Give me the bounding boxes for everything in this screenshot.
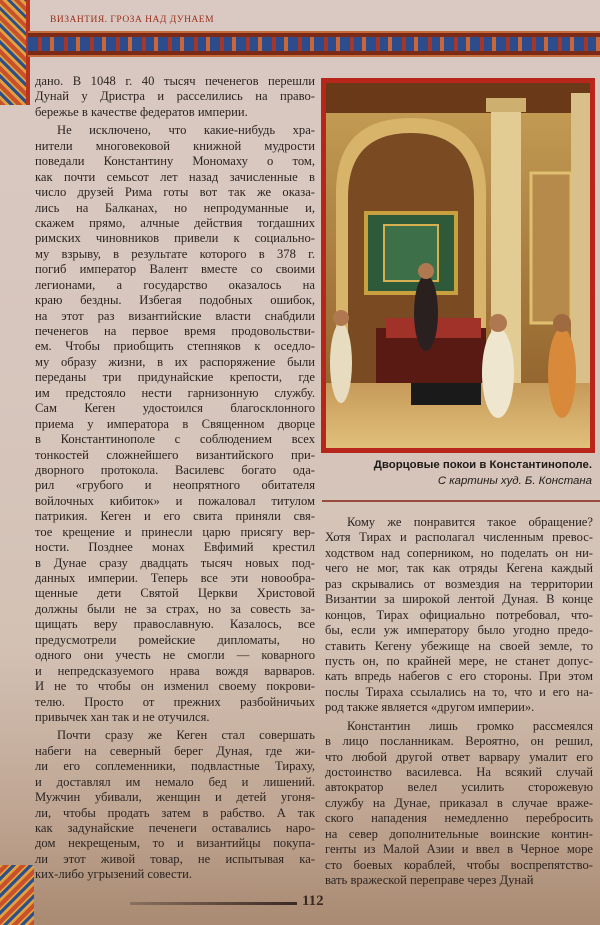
text-line: скажем прямо, алчные действия тогдашних <box>35 215 315 230</box>
paragraph <box>325 719 593 889</box>
text-line: телю. Просто от прежних разбойничьих <box>35 694 315 709</box>
text-line: концов, Тирах официально потребовал, что- <box>325 607 593 622</box>
ornamental-header-band <box>28 31 600 57</box>
text-line: должны были не за страх, но за совесть за- <box>35 601 315 616</box>
left-text-column <box>35 74 315 886</box>
text-line: сто боевых кораблей, чтобы воспрепятство- <box>325 857 593 872</box>
text-line: службу на Дунае, приказал в случае враже- <box>325 795 593 810</box>
text-line: ли его соплеменники, подвластные Тираху, <box>35 759 315 774</box>
text-line: одного они учесть не смогли — коварного <box>35 648 315 663</box>
text-line: на север дополнительные воинские контин- <box>325 826 593 841</box>
text-line: му образу жизни, в их распоряжение были <box>35 354 315 369</box>
text-line: и доставлял им немало бед и лишений. <box>35 774 315 789</box>
text-line: Дунай у Дристра и расселились на право- <box>35 89 315 104</box>
text-line: поведали Константину Мономаху о том, <box>35 154 315 169</box>
text-line: и непредсказуемого нрава вождя варваров. <box>35 663 315 678</box>
caption-divider <box>322 500 600 502</box>
text-line: число друзей Рима готы вот так же оказа- <box>35 185 315 200</box>
text-line: тое крещение и принесли царю присягу вер- <box>35 524 315 539</box>
page-number: 112 <box>302 893 324 909</box>
text-line: Византии за широкой лентой Дуная. В конце <box>325 592 593 607</box>
paragraph <box>325 515 593 716</box>
text-line: Кому же понравится такое обращение? <box>347 515 593 529</box>
text-line: легионами, а государство оказалось на <box>35 277 315 292</box>
paragraph <box>35 728 315 882</box>
text-line: в Константинополе с соблюдением всех <box>35 432 315 447</box>
right-text-column <box>325 515 593 892</box>
text-line: кать впредь набегов с его стороны. При этом <box>325 669 593 684</box>
text-line: Константин лишь громко рассмеялся <box>347 718 593 733</box>
figure-caption-source: С картины худ. Б. Констана <box>437 475 592 487</box>
text-line: погиб император Валент вместе со своими <box>35 262 315 277</box>
text-line: ности. Позднее монах Евфимий крестил <box>35 540 315 555</box>
text-line: раз скрывались от возмездия на территории <box>325 576 593 591</box>
text-line: ходством над соперником, но поделать он ни- <box>325 545 593 560</box>
text-line: данных империи. Теперь все эти новообра- <box>35 571 315 585</box>
text-line: ем. Чтобы приобщить степняков к оседло- <box>35 339 315 354</box>
text-line: И не то чтобы он изменил своему покрови- <box>35 679 315 694</box>
text-line: дом некрещеным, то и византийцы покупа- <box>35 836 315 851</box>
text-line: приема у императора в Священном дворце <box>35 416 315 431</box>
text-line: переданы три придунайские крепости, где <box>35 370 315 385</box>
text-line: ставить Кегену убежище на своей земле, то <box>325 638 593 653</box>
text-line: как задунайские печенеги оставались наро- <box>35 821 315 835</box>
text-line: Мужчин убивали, женщин и детей угоня- <box>35 790 315 805</box>
text-line: нители многовековой книжной мудрости <box>35 138 315 153</box>
painting-palace-chambers <box>326 83 590 448</box>
text-line: набеги на северный берег Дуная, где жи- <box>35 743 315 758</box>
painting-figure <box>321 78 595 453</box>
figure-caption-title: Дворцовые покои в Константинополе. <box>373 459 592 471</box>
text-line: ких-либо угрызений совести. <box>35 867 193 882</box>
text-line: Сам Кеген удостоился благосклонного <box>35 401 315 416</box>
page-number-rule <box>130 902 297 905</box>
ornament-border-top-left <box>0 0 26 105</box>
text-line: пусть он, по крайней мере, не станет допус- <box>325 653 593 668</box>
text-line: послы Тираха ссылались на то, что и его на- <box>325 684 593 699</box>
text-line: автократор велел усилить сторожевую <box>325 780 593 795</box>
text-line: рил «грубого и неопрятного обитателя <box>35 478 315 493</box>
text-line: ли, чтобы продать затем в рабство. А так <box>35 805 315 820</box>
text-line: краю бездны. Избегая подобных ошибок, <box>35 293 315 308</box>
text-line: дворного протокола. Василевс богато ода- <box>35 462 315 477</box>
text-line: предусмотрели ромейские дипломаты, но <box>35 632 315 647</box>
text-line: бережье в качестве федератов империи. <box>35 104 248 119</box>
text-line: щищать веру православную. Казалось, все <box>35 617 315 632</box>
text-line: достоинство василевса. На всякий случай <box>325 765 593 779</box>
text-line: вать вражеской переправе через Дунай <box>325 873 534 888</box>
text-line: щенные дети Святой Церкви Христовой <box>35 586 315 601</box>
text-line: чего не мог, так как отряды Кегена каждый <box>325 561 593 576</box>
text-line: войлочных кибиток» и пожаловал титулом <box>35 493 315 508</box>
text-line: что любой другой ответ варвару умалит его <box>325 749 593 764</box>
text-line: в Дунае сразу двадцать тысяч новых под- <box>35 555 315 570</box>
text-line: бы, если уж императору было угодно предо- <box>325 623 593 638</box>
text-line: привычек хан так и не отучился. <box>35 709 210 724</box>
text-line: им предстояло нести гарнизонную службу. <box>35 385 315 400</box>
text-line: патрикия. Кеген и его свита приняли свя- <box>35 509 315 524</box>
text-line: Хотя Тирах и располагал численным превос- <box>325 530 593 545</box>
text-line: на этот раз византийские власти снабдили <box>35 308 315 323</box>
text-line: римских чиновников привели к социально- <box>35 231 315 246</box>
paragraph <box>35 123 315 725</box>
text-line: тонкостей сложнейшего византийского при- <box>35 447 315 462</box>
text-line: в лицо посланникам. Вероятно, он решил, <box>325 734 593 749</box>
text-line: лись на Балканах, но непродуманные и, <box>35 200 315 215</box>
text-line: ского нападения немедленно перебросить <box>325 811 593 826</box>
text-line: род также является «другом империи». <box>325 700 535 715</box>
text-line: му взрыву, в результате которого в 378 г. <box>35 246 315 261</box>
text-line: дано. В 1048 г. 40 тысяч печенегов перешли <box>35 74 315 88</box>
ornament-border-bottom-left <box>0 865 34 925</box>
text-line: ли этот живой товар, не испытывая ка- <box>35 851 315 866</box>
text-line: Почти сразу же Кеген стал совершать <box>57 728 315 743</box>
text-line: как почти семьсот лет назад зачисленные в <box>35 169 315 184</box>
running-head: ВИЗАНТИЯ. ГРОЗА НАД ДУНАЕМ <box>50 15 215 25</box>
text-line: Не исключено, что какие-нибудь хра- <box>57 123 315 138</box>
paragraph <box>35 74 315 120</box>
text-line: генты из Малой Азии и ввел в Черное море <box>325 842 593 857</box>
text-line: печенегов на первое время продовольстви- <box>35 324 315 338</box>
